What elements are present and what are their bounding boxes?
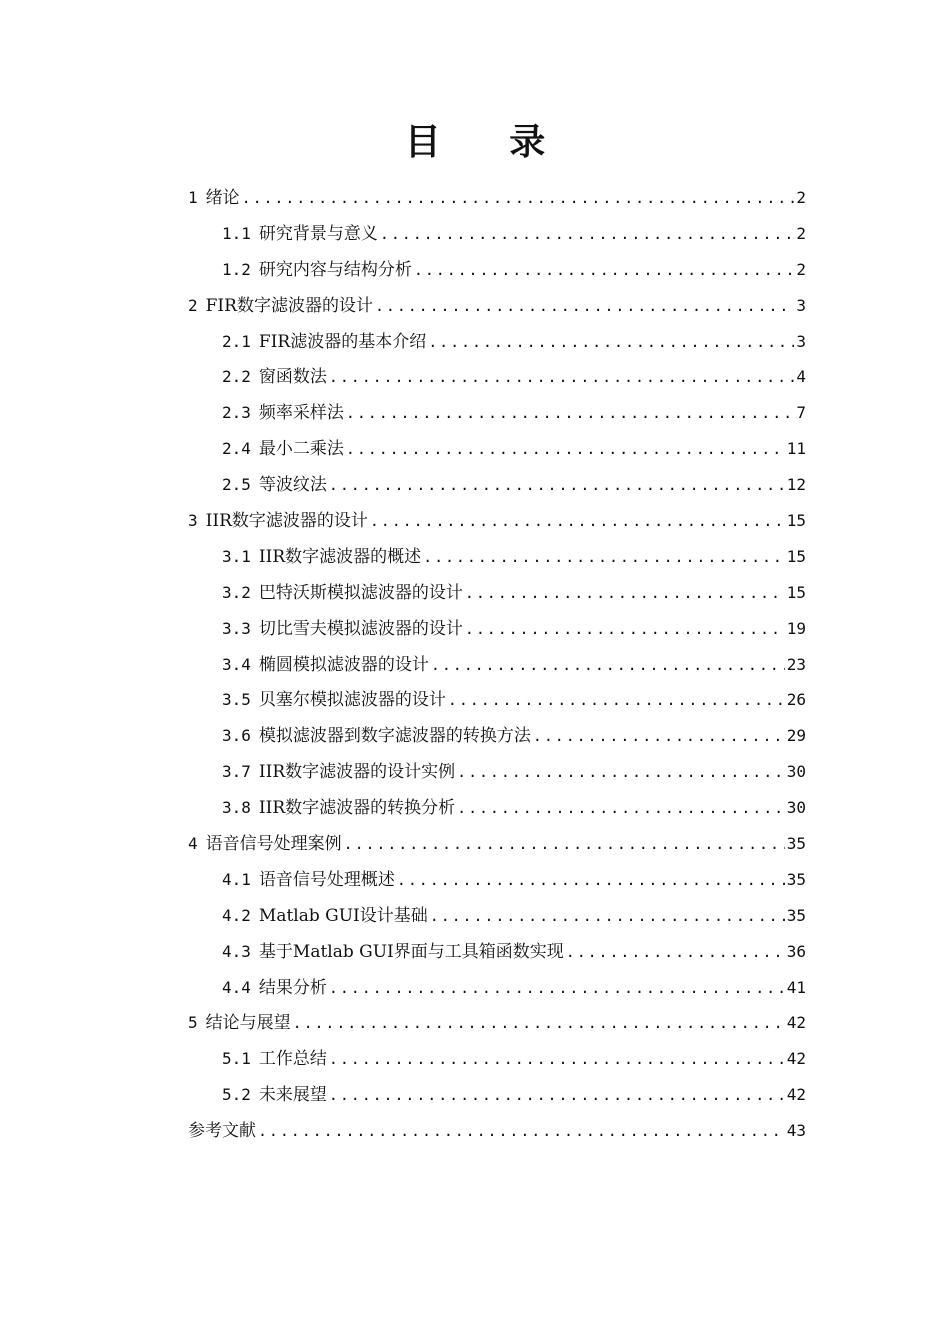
toc-entry-number: 3.7 bbox=[222, 762, 251, 782]
toc-leader-dots bbox=[430, 899, 785, 934]
toc-entry-number: 3.3 bbox=[222, 618, 251, 638]
toc-entry[interactable] bbox=[188, 1005, 806, 1041]
toc-entry[interactable] bbox=[188, 826, 806, 862]
toc-entry-number: 5.1 bbox=[222, 1049, 251, 1069]
toc-entry-number: 3.4 bbox=[222, 654, 251, 674]
toc-entry-page: 26 bbox=[786, 690, 806, 710]
toc-entry-title: 贝塞尔模拟滤波器的设计 bbox=[258, 690, 446, 711]
toc-entry-title: 等波纹法 bbox=[258, 475, 327, 496]
toc-leader-dots bbox=[423, 540, 785, 575]
toc-entry-number: 4.2 bbox=[222, 905, 251, 925]
toc-entry-title: IIR数字滤波器的设计实例 bbox=[258, 762, 456, 783]
toc-leader-dots bbox=[533, 719, 785, 754]
toc-entry-title: IIR数字滤波器的转换分析 bbox=[258, 798, 456, 819]
toc-leader-dots bbox=[375, 289, 794, 324]
toc-entry-number: 2 bbox=[188, 295, 198, 315]
toc-entry-page: 11 bbox=[786, 439, 806, 459]
toc-entry-number: 1.2 bbox=[222, 259, 251, 279]
toc-entry[interactable] bbox=[188, 1077, 806, 1113]
toc-entry-title: 窗函数法 bbox=[258, 367, 327, 388]
toc-entry-number: 4.3 bbox=[222, 941, 251, 961]
toc-entry-page: 35 bbox=[786, 869, 806, 889]
toc-entry-page: 23 bbox=[786, 654, 806, 674]
toc-entry[interactable] bbox=[188, 395, 806, 431]
toc-entry[interactable] bbox=[188, 431, 806, 467]
toc-entry-page: 29 bbox=[786, 726, 806, 746]
toc-entry-number: 3.2 bbox=[222, 582, 251, 602]
toc-entry-number: 2.5 bbox=[222, 475, 251, 495]
toc-entry[interactable] bbox=[188, 324, 806, 360]
toc-entry-number: 3.5 bbox=[222, 690, 251, 710]
toc-leader-dots bbox=[242, 181, 795, 216]
toc-leader-dots bbox=[329, 360, 794, 395]
toc-entry[interactable] bbox=[188, 970, 806, 1006]
toc-entry-title: 结果分析 bbox=[258, 977, 327, 998]
toc-leader-dots bbox=[457, 791, 785, 826]
toc-entry-number: 2.3 bbox=[222, 403, 251, 423]
toc-entry-page: 4 bbox=[796, 367, 806, 387]
toc-entry-number: 5 bbox=[188, 1013, 198, 1033]
toc-entry-page: 42 bbox=[786, 1013, 806, 1033]
toc-entry-page: 41 bbox=[786, 977, 806, 997]
toc-entry-title: Matlab GUI设计基础 bbox=[258, 905, 428, 926]
toc-entry-title: FIR滤波器的基本介绍 bbox=[258, 331, 427, 352]
toc-leader-dots bbox=[380, 217, 794, 252]
toc-entry-title: 结论与展望 bbox=[205, 1013, 291, 1034]
toc-entry-title: 参考文献 bbox=[188, 1121, 256, 1142]
toc-entry-number: 3.1 bbox=[222, 546, 251, 566]
toc-entry-title: IIR数字滤波器的设计 bbox=[205, 511, 368, 532]
toc-entry[interactable] bbox=[188, 862, 806, 898]
toc-entry-page: 2 bbox=[796, 188, 806, 207]
toc-entry[interactable] bbox=[188, 359, 806, 395]
toc-entry-number: 5.2 bbox=[222, 1085, 251, 1105]
table-of-contents bbox=[188, 180, 806, 1149]
toc-leader-dots bbox=[414, 253, 794, 288]
toc-entry-page: 36 bbox=[786, 941, 806, 961]
toc-entry-title: 工作总结 bbox=[258, 1049, 327, 1070]
toc-entry[interactable] bbox=[188, 754, 806, 790]
toc-entry[interactable] bbox=[188, 288, 806, 324]
toc-entry-number: 4 bbox=[188, 834, 198, 854]
toc-entry[interactable] bbox=[188, 1041, 806, 1077]
toc-entry-number: 3.6 bbox=[222, 726, 251, 746]
toc-entry-page: 12 bbox=[786, 475, 806, 495]
toc-entry-page: 35 bbox=[786, 905, 806, 925]
toc-leader-dots bbox=[293, 1006, 785, 1041]
toc-entry-title: 未来展望 bbox=[258, 1085, 327, 1106]
toc-leader-dots bbox=[428, 325, 794, 360]
toc-leader-dots bbox=[329, 1078, 785, 1113]
toc-leader-dots bbox=[448, 683, 785, 718]
toc-entry-number: 4.4 bbox=[222, 977, 251, 997]
toc-entry-page: 15 bbox=[786, 546, 806, 566]
toc-leader-dots bbox=[465, 612, 785, 647]
toc-entry-title: 语音信号处理案例 bbox=[205, 834, 342, 855]
toc-entry-title: 最小二乘法 bbox=[258, 439, 344, 460]
toc-entry-title: 语音信号处理概述 bbox=[258, 869, 395, 890]
toc-entry-number: 1.1 bbox=[222, 223, 251, 243]
toc-entry-page: 30 bbox=[786, 762, 806, 782]
toc-entry-number: 1 bbox=[188, 188, 198, 207]
toc-entry-number: 2.1 bbox=[222, 331, 251, 351]
toc-entry-page: 3 bbox=[796, 331, 806, 351]
toc-leader-dots bbox=[346, 396, 794, 431]
toc-entry[interactable] bbox=[188, 647, 806, 683]
toc-entry-page: 3 bbox=[796, 295, 806, 315]
toc-entry-page: 15 bbox=[786, 511, 806, 531]
toc-entry[interactable] bbox=[188, 718, 806, 754]
toc-entry-page: 2 bbox=[796, 223, 806, 243]
page-title: 目 录 bbox=[404, 121, 574, 163]
toc-entry-page: 43 bbox=[786, 1121, 806, 1141]
toc-entry[interactable] bbox=[188, 611, 806, 647]
toc-entry-title: 椭圆模拟滤波器的设计 bbox=[258, 654, 429, 675]
toc-entry-title: 巴特沃斯模拟滤波器的设计 bbox=[258, 582, 463, 603]
toc-entry[interactable] bbox=[188, 934, 806, 970]
toc-leader-dots bbox=[457, 755, 785, 790]
toc-leader-dots bbox=[397, 863, 785, 898]
toc-leader-dots bbox=[431, 648, 785, 683]
toc-leader-dots bbox=[329, 468, 785, 503]
toc-entry[interactable] bbox=[188, 539, 806, 575]
toc-entry-page: 35 bbox=[786, 834, 806, 854]
toc-leader-dots bbox=[346, 432, 785, 467]
toc-entry-title: 频率采样法 bbox=[258, 403, 344, 424]
toc-leader-dots bbox=[566, 935, 785, 970]
toc-leader-dots bbox=[370, 504, 785, 539]
toc-entry[interactable] bbox=[188, 575, 806, 611]
toc-entry-title: 绪论 bbox=[205, 188, 240, 208]
toc-entry[interactable] bbox=[188, 180, 806, 216]
toc-entry-number: 4.1 bbox=[222, 869, 251, 889]
toc-entry-title: 研究背景与意义 bbox=[258, 223, 378, 244]
toc-entry-title: 研究内容与结构分析 bbox=[258, 259, 412, 280]
toc-entry-title: FIR数字滤波器的设计 bbox=[205, 295, 373, 316]
toc-entry[interactable] bbox=[188, 898, 806, 934]
toc-entry[interactable] bbox=[188, 790, 806, 826]
toc-entry-title: 基于Matlab GUI界面与工具箱函数实现 bbox=[258, 941, 564, 962]
toc-entry-page: 42 bbox=[786, 1085, 806, 1105]
toc-leader-dots bbox=[344, 827, 785, 862]
toc-entry-number: 3 bbox=[188, 511, 198, 531]
toc-entry-number: 3.8 bbox=[222, 798, 251, 818]
toc-entry-page: 2 bbox=[796, 259, 806, 279]
toc-leader-dots bbox=[329, 1042, 785, 1077]
toc-entry[interactable] bbox=[188, 1113, 806, 1149]
toc-entry-page: 7 bbox=[796, 403, 806, 423]
toc-entry-page: 30 bbox=[786, 798, 806, 818]
toc-leader-dots bbox=[258, 1114, 785, 1149]
toc-leader-dots bbox=[465, 576, 785, 611]
toc-entry-number: 2.4 bbox=[222, 439, 251, 459]
toc-entry-title: 切比雪夫模拟滤波器的设计 bbox=[258, 618, 463, 639]
toc-entry[interactable] bbox=[188, 467, 806, 503]
toc-entry[interactable] bbox=[188, 682, 806, 718]
toc-entry[interactable] bbox=[188, 252, 806, 288]
toc-leader-dots bbox=[329, 971, 785, 1006]
toc-entry-page: 42 bbox=[786, 1049, 806, 1069]
toc-entry[interactable] bbox=[188, 503, 806, 539]
toc-entry-number: 2.2 bbox=[222, 367, 251, 387]
toc-entry-page: 15 bbox=[786, 582, 806, 602]
toc-entry[interactable] bbox=[188, 216, 806, 252]
toc-entry-title: 模拟滤波器到数字滤波器的转换方法 bbox=[258, 726, 531, 747]
toc-entry-page: 19 bbox=[786, 618, 806, 638]
toc-entry-title: IIR数字滤波器的概述 bbox=[258, 546, 422, 567]
